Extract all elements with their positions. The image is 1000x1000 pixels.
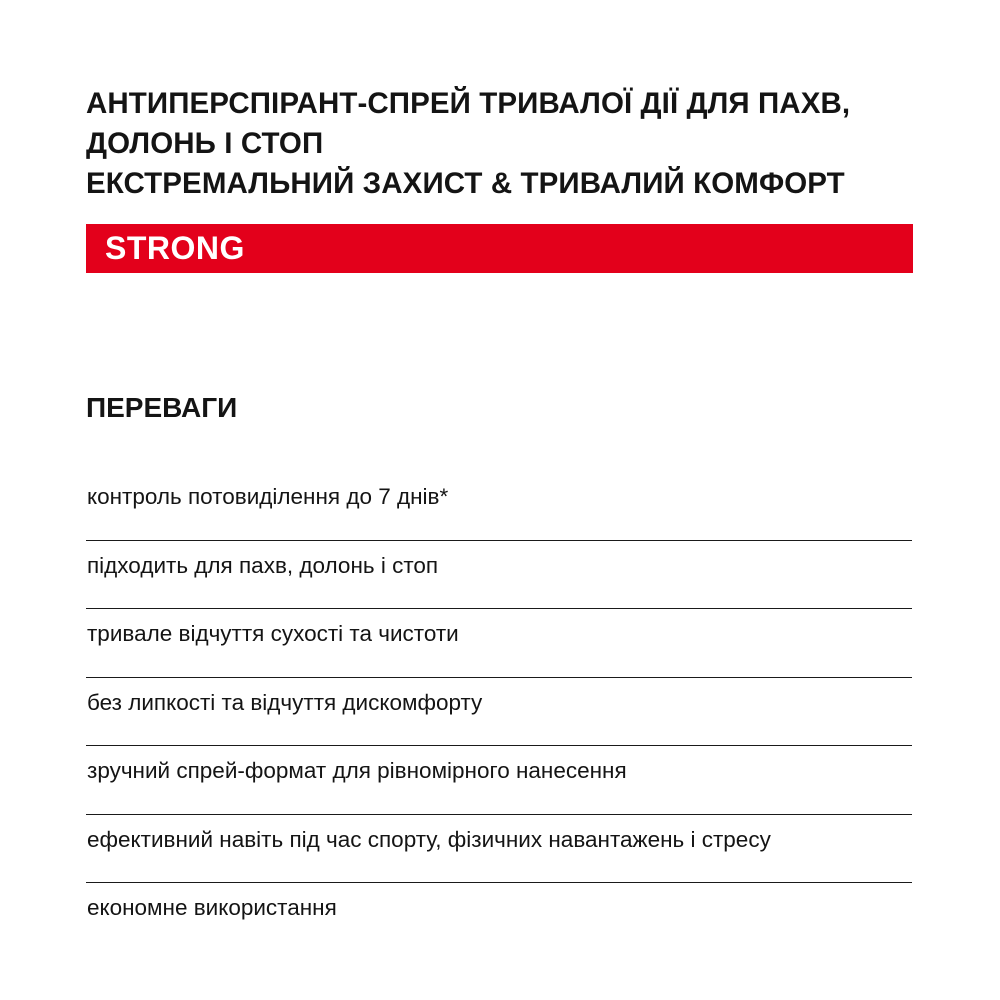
benefit-item <box>86 883 912 952</box>
product-title-line-1: АНТИПЕРСПІРАНТ-СПРЕЙ ТРИВАЛОЇ ДІЇ ДЛЯ ПАХВ, <box>86 87 851 120</box>
benefits-list <box>86 472 912 952</box>
benefit-item <box>86 815 912 884</box>
benefit-text: зручний спрей-формат для рівномірного нанесення <box>87 758 627 783</box>
strength-badge-label: STRONG <box>105 230 245 266</box>
product-subtitle: ЕКСТРЕМАЛЬНИЙ ЗАХИСТ & ТРИВАЛИЙ КОМФОРТ <box>86 167 845 200</box>
benefit-item <box>86 541 912 610</box>
benefit-text: контроль потовиділення до 7 днів* <box>87 484 449 509</box>
product-title <box>86 84 926 204</box>
benefit-text: економне використання <box>87 895 337 920</box>
benefit-item <box>86 746 912 815</box>
strength-badge <box>86 224 913 273</box>
benefit-item <box>86 472 912 541</box>
product-title-line-2: ДОЛОНЬ І СТОП <box>86 127 324 160</box>
benefits-heading: ПЕРЕВАГИ <box>86 392 238 423</box>
benefit-item <box>86 609 912 678</box>
benefit-text: без липкості та відчуття дискомфорту <box>87 689 483 715</box>
benefit-text: тривале відчуття сухості та чистоти <box>87 621 459 646</box>
benefit-text: ефективний навіть під час спорту, фізичних навантажень і стресу <box>87 826 771 852</box>
benefit-text: підходить для пахв, долонь і стоп <box>87 552 439 578</box>
benefit-item <box>86 678 912 747</box>
